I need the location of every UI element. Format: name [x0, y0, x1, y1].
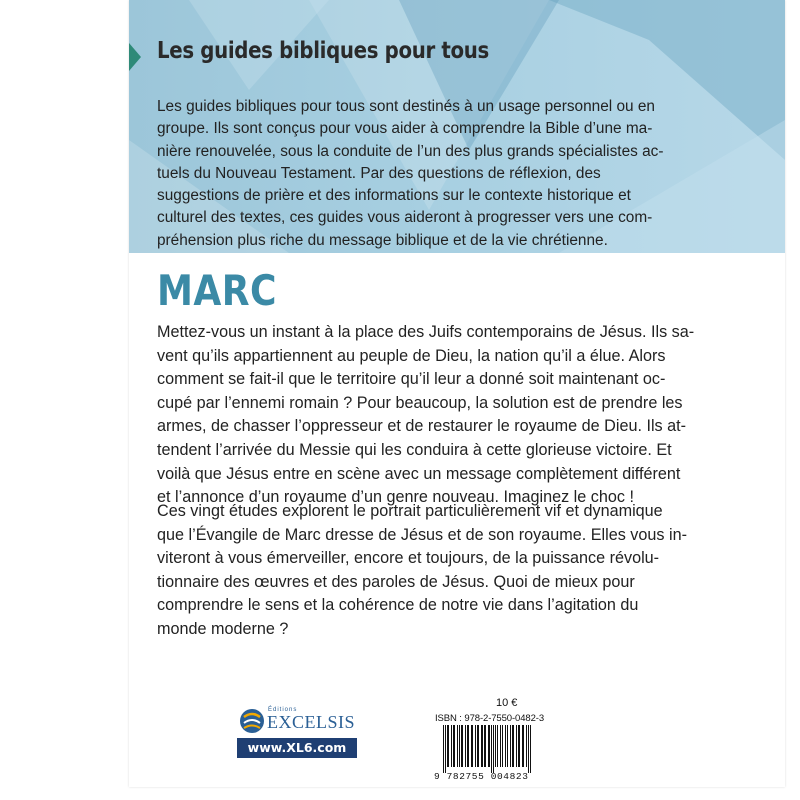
text-line: cupé par l’ennemi romain ? Pour beaucoup, la solution est de prendre les — [157, 393, 683, 412]
text-line: monde moderne ? — [157, 619, 289, 638]
text-line: comment se fait-il que le territoire qu’il leur a donné soit maintenant oc- — [157, 370, 666, 389]
series-description — [157, 96, 747, 252]
text-line: Mettez-vous un instant à la place des Juifs contemporains de Jésus. Ils sa- — [157, 323, 695, 341]
text-line: tuels du Nouveau Testament. Par des questions de réflexion, des — [157, 164, 601, 182]
text-line: culturel des textes, ces guides vous aideront à progresser vers une com- — [157, 209, 653, 227]
text-line: vent qu’ils appartiennent au peuple de Dieu, la nation qu’il a élue. Alors — [157, 346, 666, 365]
barcode-digits: 9 782755 004823 — [434, 771, 529, 782]
book-title: MARC — [157, 266, 277, 315]
text-line: suggestions de prière et des informations sur le contexte historique et — [157, 187, 631, 205]
text-line: nière renouvelée, sous la conduite de l’un des plus grands spécialistes ac- — [157, 142, 664, 160]
text-line: voilà que Jésus entre en scène avec un message complètement différent — [157, 464, 681, 483]
text-line: groupe. Ils sont conçus pour vous aider à comprendre la Bible d’une ma- — [157, 120, 653, 138]
text-line: comprendre le sens et la cohérence de notre vie dans l’agitation du — [157, 596, 639, 615]
blurb-paragraph-1 — [157, 321, 757, 510]
excelsis-logo-icon — [239, 708, 265, 734]
text-line: tionnaire des œuvres et des paroles de Jésus. Quoi de mieux pour — [157, 572, 635, 591]
publisher-label: Éditions — [268, 707, 298, 713]
text-line: Ces vingt études explorent le portrait particulièrement vif et dynamique — [157, 502, 663, 520]
text-line: et l’annonce d’un royaume d’un genre nouveau. Imaginez le choc ! — [157, 488, 634, 507]
back-cover — [129, 0, 785, 787]
section-marker-icon — [129, 43, 141, 71]
text-line: viteront à vous émerveiller, encore et toujours, de la puissance révolu- — [157, 549, 660, 568]
publisher-name: EXCELSIS — [267, 712, 356, 732]
text-line: tendent l’arrivée du Messie qui les conduira à cette glorieuse victoire. Et — [157, 440, 672, 459]
text-line: armes, de chasser l’oppresseur et de restaurer le royaume de Dieu. Ils at- — [157, 417, 687, 436]
text-line: préhension plus riche du message biblique et de la vie chrétienne. — [157, 231, 608, 249]
barcode — [441, 725, 559, 773]
series-banner — [129, 0, 785, 253]
isbn: ISBN : 978-2-7550-0482-3 — [435, 713, 545, 724]
price: 10 € — [496, 697, 518, 709]
series-title: Les guides bibliques pour tous — [157, 38, 489, 64]
text-line: Les guides bibliques pour tous sont destinés à un usage personnel ou en — [157, 98, 655, 115]
blurb-paragraph-2 — [157, 500, 757, 642]
text-line: que l’Évangile de Marc dresse de Jésus et de son royaume. Elles vous in- — [157, 525, 687, 544]
publisher-website: www.XL6.com — [237, 738, 357, 758]
